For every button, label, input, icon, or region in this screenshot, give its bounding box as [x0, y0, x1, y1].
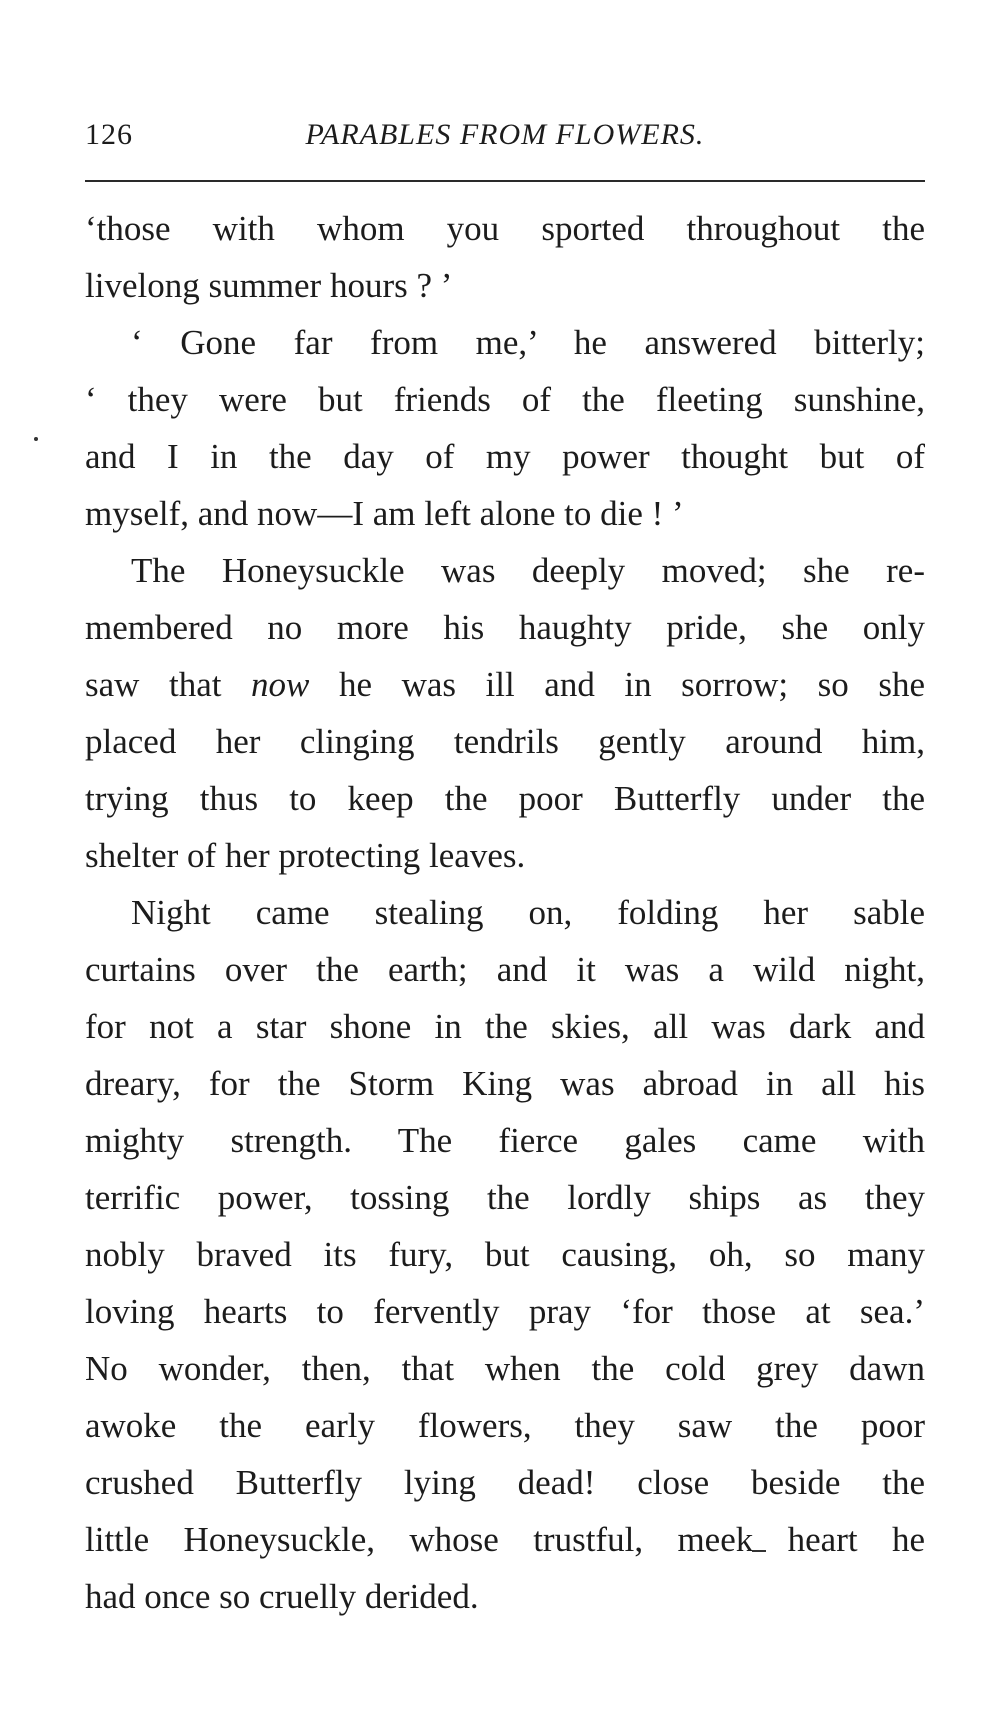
book-title: PARABLES FROM FLOWERS.: [305, 118, 705, 151]
text-line: dreary, for the Storm King was abroad in all his: [85, 1064, 925, 1103]
text-line: livelong summer hours ? ’: [85, 266, 453, 305]
text-line: for not a star shone in the skies, all was dark and: [85, 1007, 925, 1046]
text-line: placed her clinging tendrils gently around him,: [85, 722, 925, 761]
text-line: loving hearts to fervently pray ‘for those at sea.’: [85, 1292, 925, 1331]
text-line: Night came stealing on, folding her sable: [131, 893, 925, 932]
text-line: little Honeysuckle, whose trustful, meek heart he: [85, 1520, 925, 1559]
text-segment: saw that: [85, 665, 252, 704]
running-head: [85, 118, 925, 158]
text-line: curtains over the earth; and it was a wild night,: [85, 950, 925, 989]
text-line: myself, and now—I am left alone to die ! ’: [85, 494, 684, 533]
text-line: ‘ they were but friends of the fleeting sunshine,: [85, 380, 925, 419]
text-body: [85, 200, 925, 1625]
page-number: 126: [85, 118, 133, 151]
text-line: The Honeysuckle was deeply moved; she re-: [131, 551, 925, 590]
text-line: and I in the day of my power thought but of: [85, 437, 925, 476]
text-line: shelter of her protecting leaves.: [85, 836, 526, 875]
text-segment: he was ill and in sorrow; so she: [309, 665, 925, 704]
text-line: nobly braved its fury, but causing, oh, so many: [85, 1235, 925, 1274]
text-line: mighty strength. The fierce gales came with: [85, 1121, 925, 1160]
text-line: membered no more his haughty pride, she only: [85, 608, 925, 647]
text-line: ‘those with whom you sported throughout the: [85, 209, 925, 248]
text-line: trying thus to keep the poor Butterfly under the: [85, 779, 925, 818]
text-line: awoke the early flowers, they saw the poor: [85, 1406, 925, 1445]
header-rule: [85, 180, 925, 182]
italic-word: now: [251, 665, 310, 704]
stray-mark: [752, 1550, 766, 1552]
text-line-with-italic: [85, 656, 925, 713]
text-line: ‘ Gone far from me,’ he answered bitterly;: [131, 323, 925, 362]
text-line: terrific power, tossing the lordly ships as they: [85, 1178, 925, 1217]
margin-speck: [34, 437, 38, 441]
text-line: No wonder, then, that when the cold grey dawn: [85, 1349, 925, 1388]
text-line: had once so cruelly derided.: [85, 1577, 479, 1616]
text-line: crushed Butterfly lying dead! close beside the: [85, 1463, 925, 1502]
